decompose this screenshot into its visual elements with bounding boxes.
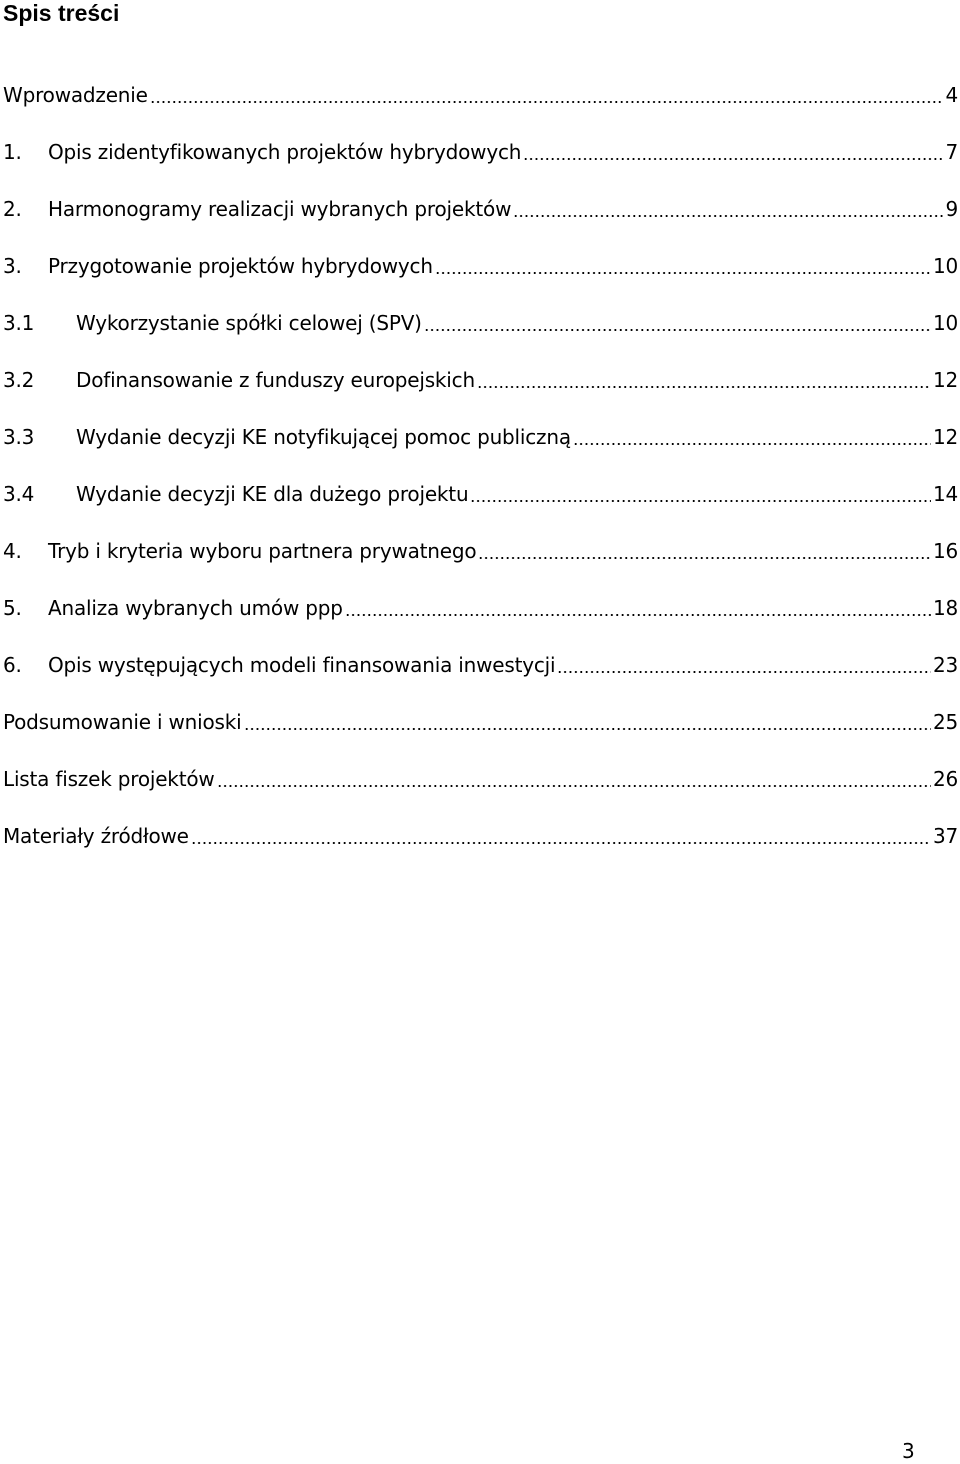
- toc-entry-title: Harmonogramy realizacji wybranych projektów: [48, 197, 512, 221]
- toc-entry-line[interactable]: [3, 194, 958, 224]
- table-of-contents: [0, 80, 960, 878]
- toc-entry[interactable]: [0, 194, 960, 251]
- toc-entry-number: 3.3: [3, 425, 35, 449]
- toc-entry-number: 6.: [3, 653, 22, 677]
- toc-entry-line[interactable]: [3, 650, 958, 680]
- toc-entry[interactable]: [0, 251, 960, 308]
- toc-entry-title: Przygotowanie projektów hybrydowych: [48, 254, 433, 278]
- toc-dot-leader: [424, 310, 931, 332]
- toc-entry-number: 3.4: [3, 482, 35, 506]
- toc-dot-leader: [557, 652, 931, 674]
- toc-entry[interactable]: [0, 479, 960, 536]
- toc-entry-line[interactable]: [3, 422, 958, 452]
- toc-entry-page: 10: [932, 311, 958, 335]
- toc-entry-number: 5.: [3, 596, 22, 620]
- toc-entry-page: 37: [932, 824, 958, 848]
- toc-entry-page: 4: [945, 83, 958, 107]
- toc-entry-number: 3.1: [3, 311, 35, 335]
- toc-entry[interactable]: [0, 308, 960, 365]
- toc-entry[interactable]: [0, 707, 960, 764]
- toc-entry-line[interactable]: [3, 80, 958, 110]
- toc-entry-line[interactable]: [3, 479, 958, 509]
- toc-entry-number: 3.: [3, 254, 22, 278]
- toc-entry-title: Lista fiszek projektów: [3, 767, 215, 791]
- toc-entry-title: Wykorzystanie spółki celowej (SPV): [76, 311, 422, 335]
- toc-entry[interactable]: [0, 593, 960, 650]
- toc-entry-line[interactable]: [3, 593, 958, 623]
- toc-dot-leader: [191, 823, 931, 845]
- toc-entry-title: Opis występujących modeli finansowania inwestycji: [48, 653, 556, 677]
- toc-entry-title: Opis zidentyfikowanych projektów hybrydowych: [48, 140, 522, 164]
- toc-entry-number: 3.2: [3, 368, 35, 392]
- toc-entry-title: Wprowadzenie: [3, 83, 148, 107]
- toc-entry-page: 7: [945, 140, 958, 164]
- toc-entry-page: 18: [932, 596, 958, 620]
- toc-dot-leader: [150, 82, 944, 104]
- toc-entry[interactable]: [0, 137, 960, 194]
- toc-dot-leader: [477, 367, 931, 389]
- toc-entry[interactable]: [0, 422, 960, 479]
- toc-entry-number: 4.: [3, 539, 22, 563]
- toc-dot-leader: [513, 196, 943, 218]
- toc-entry-page: 23: [932, 653, 958, 677]
- toc-entry[interactable]: [0, 536, 960, 593]
- toc-dot-leader: [217, 766, 931, 788]
- toc-entry[interactable]: [0, 365, 960, 422]
- toc-entry-title: Analiza wybranych umów ppp: [48, 596, 343, 620]
- toc-entry-title: Wydanie decyzji KE notyfikującej pomoc publiczną: [76, 425, 571, 449]
- toc-entry-line[interactable]: [3, 308, 958, 338]
- toc-heading: Spis treści: [3, 0, 120, 26]
- toc-entry-line[interactable]: [3, 764, 958, 794]
- toc-entry-page: 12: [932, 425, 958, 449]
- toc-entry-line[interactable]: [3, 707, 958, 737]
- toc-dot-leader: [523, 139, 943, 161]
- toc-entry-page: 14: [932, 482, 958, 506]
- toc-entry[interactable]: [0, 650, 960, 707]
- toc-dot-leader: [573, 424, 931, 446]
- toc-entry-title: Wydanie decyzji KE dla dużego projektu: [76, 482, 469, 506]
- toc-entry-number: 2.: [3, 197, 22, 221]
- toc-entry-page: 16: [932, 539, 958, 563]
- toc-entry[interactable]: [0, 764, 960, 821]
- toc-entry-title: Dofinansowanie z funduszy europejskich: [76, 368, 475, 392]
- toc-entry-page: 9: [945, 197, 958, 221]
- toc-dot-leader: [345, 595, 931, 617]
- toc-entry-line[interactable]: [3, 365, 958, 395]
- toc-entry-line[interactable]: [3, 821, 958, 851]
- toc-entry-page: 10: [932, 254, 958, 278]
- toc-entry-page: 25: [932, 710, 958, 734]
- toc-entry-page: 26: [932, 767, 958, 791]
- toc-dot-leader: [478, 538, 931, 560]
- toc-entry[interactable]: [0, 80, 960, 137]
- toc-entry-line[interactable]: [3, 251, 958, 281]
- toc-entry-number: 1.: [3, 140, 22, 164]
- toc-dot-leader: [470, 481, 931, 503]
- toc-entry-page: 12: [932, 368, 958, 392]
- toc-dot-leader: [435, 253, 931, 275]
- page-number: 3: [902, 1439, 915, 1463]
- toc-entry-title: Materiały źródłowe: [3, 824, 189, 848]
- toc-entry-title: Tryb i kryteria wyboru partnera prywatnego: [48, 539, 477, 563]
- toc-entry-line[interactable]: [3, 137, 958, 167]
- toc-entry-line[interactable]: [3, 536, 958, 566]
- toc-dot-leader: [244, 709, 931, 731]
- toc-entry-title: Podsumowanie i wnioski: [3, 710, 242, 734]
- toc-entry[interactable]: [0, 821, 960, 878]
